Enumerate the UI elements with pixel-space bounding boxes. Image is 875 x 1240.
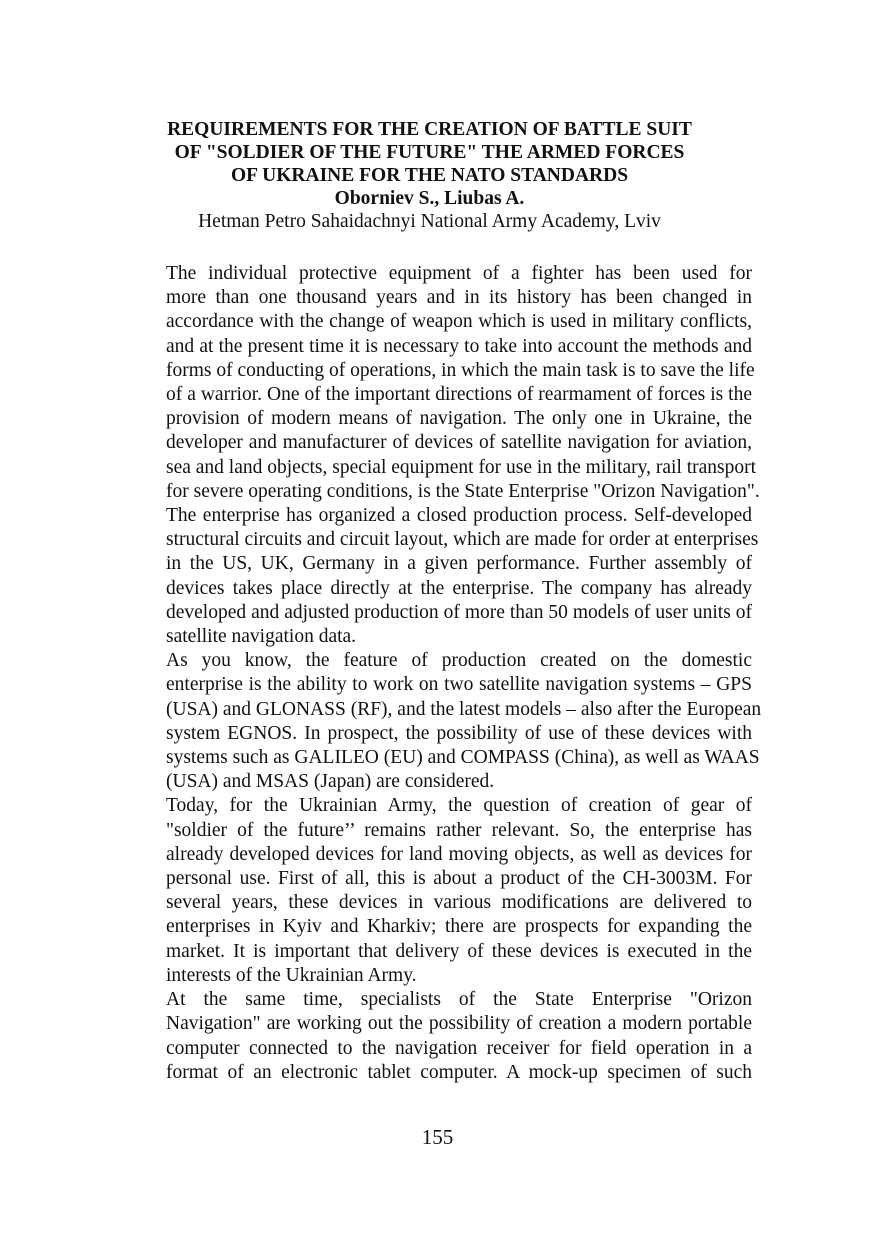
body-paragraph xyxy=(107,262,760,649)
article-heading xyxy=(107,118,752,234)
text-line: (USA) and GLONASS (RF), and the latest models – also after the European xyxy=(166,698,762,720)
text-line: of a warrior. One of the important directions of rearmament of forces is the xyxy=(166,384,752,406)
article-body xyxy=(107,262,762,1085)
page-number: 155 xyxy=(421,1125,454,1149)
text-line: market. It is important that delivery of these devices is executed in the xyxy=(166,940,752,962)
article-title-line: REQUIREMENTS FOR THE CREATION OF BATTLE SUIT xyxy=(167,119,692,140)
article-title-line: OF UKRAINE FOR THE NATO STANDARDS xyxy=(230,165,629,186)
text-line: developer and manufacturer of devices of satellite navigation for aviation, xyxy=(166,432,752,454)
body-paragraph xyxy=(107,794,752,988)
text-line: devices takes place directly at the enterprise. The company has already xyxy=(166,577,752,599)
text-line: in the US, UK, Germany in a given performance. Further assembly of xyxy=(166,553,752,575)
text-line: The individual protective equipment of a fighter has been used for xyxy=(166,263,752,284)
text-line: computer connected to the navigation receiver for field operation in a xyxy=(166,1037,752,1059)
text-line: and at the present time it is necessary to take into account the methods and xyxy=(166,335,752,357)
text-line: sea and land objects, special equipment for use in the military, rail transport xyxy=(166,456,757,478)
text-line: already developed devices for land moving objects, as well as devices for xyxy=(166,843,752,865)
text-line: As you know, the feature of production created on the domestic xyxy=(166,650,752,672)
text-line: several years, these devices in various modifications are delivered to xyxy=(166,892,752,914)
text-line: personal use. First of all, this is about a product of the CH-3003M. For xyxy=(166,868,752,890)
text-line: enterprises in Kyiv and Kharkiv; there are prospects for expanding the xyxy=(166,916,752,938)
text-line: for severe operating conditions, is the State Enterprise "Orizon Navigation". xyxy=(166,480,760,502)
text-line: accordance with the change of weapon which is used in military conflicts, xyxy=(166,311,752,333)
text-line: provision of modern means of navigation. The only one in Ukraine, the xyxy=(166,408,752,430)
text-line: more than one thousand years and in its history has been changed in xyxy=(166,287,752,309)
text-line: satellite navigation data. xyxy=(166,626,357,648)
article-title-line: OF "SOLDIER OF THE FUTURE" THE ARMED FORCES xyxy=(174,142,685,163)
text-line: (USA) and MSAS (Japan) are considered. xyxy=(166,771,495,793)
text-line: Navigation" are working out the possibility of creation a modern portable xyxy=(166,1013,752,1035)
text-line: forms of conducting of operations, in which the main task is to save the life xyxy=(166,359,755,381)
text-line: "soldier of the future’’ remains rather relevant. So, the enterprise has xyxy=(166,819,752,841)
text-line: systems such as GALILEO (EU) and COMPASS (China), as well as WAAS xyxy=(166,747,760,769)
author-affiliation: Hetman Petro Sahaidachnyi National Army Academy, Lviv xyxy=(198,211,661,232)
text-line: system EGNOS. In prospect, the possibility of use of these devices with xyxy=(166,722,752,744)
text-line: structural circuits and circuit layout, which are made for order at enterprises xyxy=(166,529,759,551)
article-authors: Oborniev S., Liubas A. xyxy=(334,188,525,209)
body-paragraph xyxy=(107,988,752,1085)
text-line: enterprise is the ability to work on two satellite navigation systems – GPS xyxy=(166,674,752,696)
text-line: The enterprise has organized a closed production process. Self-developed xyxy=(166,505,752,527)
text-line: developed and adjusted production of more than 50 models of user units of xyxy=(166,601,752,623)
text-line: interests of the Ukrainian Army. xyxy=(166,964,417,986)
text-line: At the same time, specialists of the State Enterprise "Orizon xyxy=(166,989,752,1011)
text-line: format of an electronic tablet computer. A mock-up specimen of such xyxy=(166,1061,752,1083)
body-paragraph xyxy=(107,649,762,794)
text-line: Today, for the Ukrainian Army, the question of creation of gear of xyxy=(166,795,752,817)
